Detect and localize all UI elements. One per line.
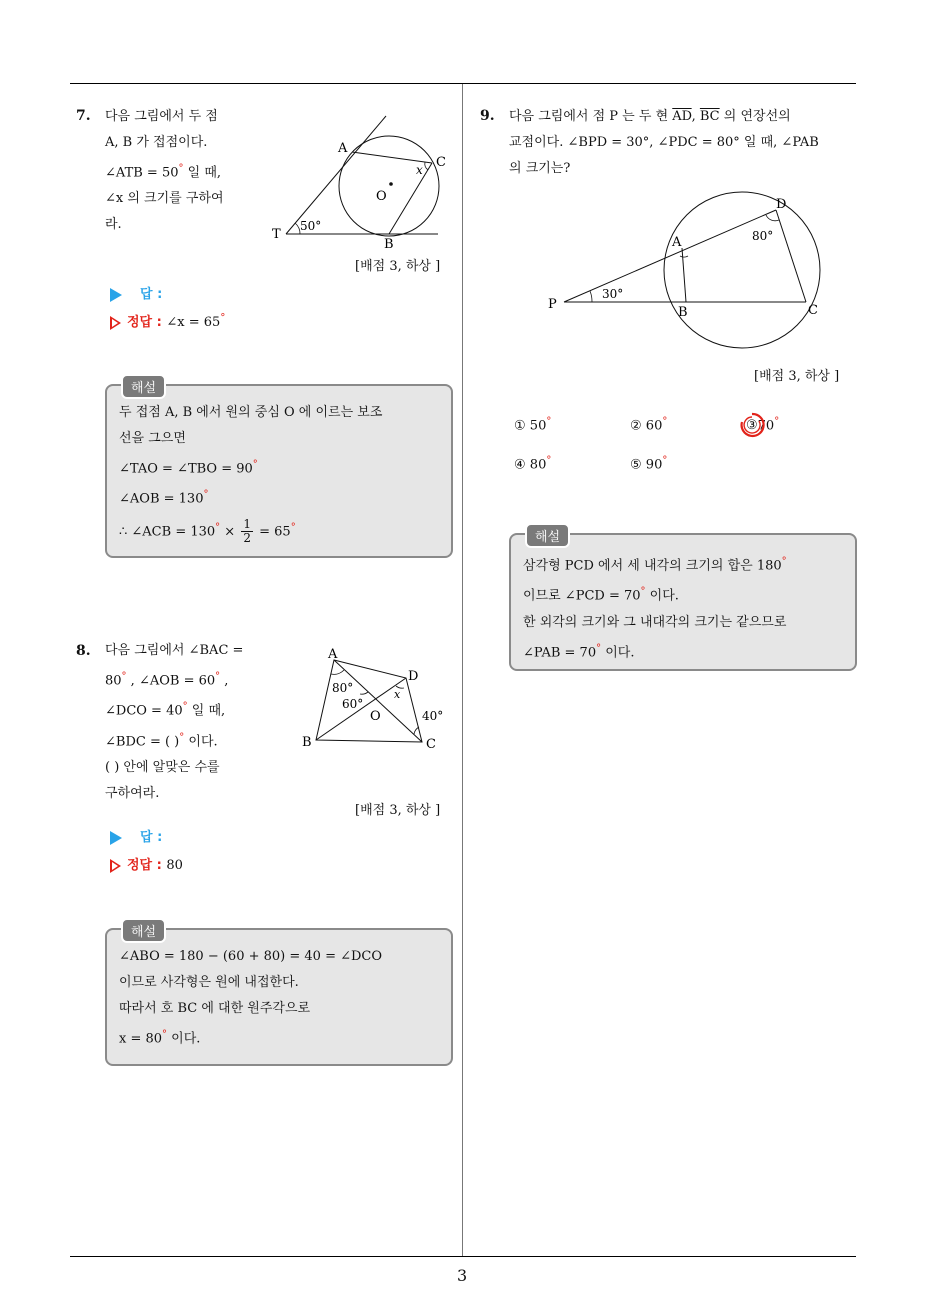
q7-line-4: ∠x 의 크기를 구하여 — [105, 191, 224, 207]
q8-correct-label: 정답 : — [127, 858, 162, 873]
q7-answer-label: 답 : — [140, 287, 163, 302]
q7-solution-tag: 해설 — [121, 374, 166, 399]
q7-sol-line-1: 두 접점 A, B 에서 원의 중심 O 에 이르는 보조 — [119, 405, 383, 420]
q7-chord-bc — [389, 163, 432, 234]
column-divider — [462, 84, 463, 1257]
q9-text — [509, 104, 859, 182]
q7-label-o: O — [376, 189, 387, 204]
q9-choice-1[interactable]: ① 50° — [514, 416, 552, 434]
q7-label-x: x — [416, 163, 423, 177]
q7-angle-arc-c — [425, 162, 428, 170]
q8-quadrilateral — [316, 660, 422, 742]
q9-choice-3[interactable]: ③ 70° — [746, 416, 779, 433]
q7-solution-box — [105, 381, 453, 558]
q9-arc-p — [590, 291, 592, 302]
q9-label-p: P — [548, 297, 557, 312]
q7-label-a: A — [338, 141, 348, 156]
q7-line-3: ∠ATB = 50° 일 때, — [105, 163, 222, 181]
q7-sol-line-2: 선을 그으면 — [119, 431, 186, 446]
q7-score: [배점 3, 하상 ] — [355, 259, 441, 274]
bottom-rule — [70, 1256, 856, 1257]
q7-figure — [268, 110, 458, 250]
q9-sol-line-1: 삼각형 PCD 에서 세 내각의 크기의 합은 180° — [523, 556, 787, 574]
q8-text — [105, 638, 290, 807]
q7-correct-label: 정답 : — [127, 315, 162, 330]
q9-arc-d — [766, 215, 779, 221]
q9-solution-tag: 해설 — [525, 523, 570, 548]
q7-fraction: $\frac{1}{2}$ — [243, 516, 251, 545]
q9-score: [배점 3, 하상 ] — [754, 369, 840, 384]
q9-chord-ab — [682, 248, 686, 302]
q9-label-30: 30° — [602, 287, 624, 301]
q7-number: 7. — [76, 108, 91, 124]
q8-label-80: 80° — [332, 681, 354, 695]
q7-label-t: T — [272, 227, 281, 242]
q8-solution-box — [105, 925, 453, 1066]
q9-choice-2[interactable]: ② 60° — [630, 416, 668, 434]
q9-label-c: C — [808, 303, 818, 318]
q8-label-c: C — [426, 737, 436, 752]
q9-sol-line-3: 한 외각의 크기와 그 내대각의 크기는 같으므로 — [523, 614, 787, 630]
q9-figure — [540, 190, 830, 350]
q8-sol-line-1: ∠ABO = 180 − (60 + 80) = 40 = ∠DCO — [119, 949, 383, 964]
q7-sol-line-4: ∠AOB = 130° — [119, 489, 209, 507]
q8-correct-value: 80 — [166, 858, 183, 873]
q9-sol-line-2: 이므로 ∠PCD = 70° 이다. — [523, 586, 679, 604]
q8-label-b: B — [302, 735, 312, 750]
answer-arrow-icon — [110, 288, 122, 302]
top-rule — [70, 83, 856, 84]
q8-correct-line — [110, 854, 183, 873]
q9-circle — [664, 192, 820, 348]
q8-label-60: 60° — [342, 697, 364, 711]
q9-label-b: B — [678, 305, 688, 320]
q8-figure — [298, 644, 458, 754]
q8-answer-line — [110, 826, 162, 845]
q8-solution-tag: 해설 — [121, 918, 166, 943]
q9-label-a: A — [672, 235, 682, 250]
q9-line-pd — [564, 210, 776, 302]
q9-chord-dc — [776, 210, 806, 302]
q8-label-x: x — [394, 688, 401, 701]
q8-number: 8. — [76, 643, 91, 659]
q9-label-d: D — [776, 197, 787, 212]
q9-number: 9. — [480, 108, 495, 124]
q8-arc-a — [331, 670, 344, 674]
page-number: 3 — [457, 1266, 468, 1285]
q8-line-5: ( ) 안에 알맞은 수를 — [105, 759, 220, 775]
correct-arrow-icon — [110, 859, 121, 873]
q8-line-1: 다음 그림에서 ∠BAC = — [105, 643, 244, 658]
q7-sol-line-3: ∠TAO = ∠TBO = 90° — [119, 459, 258, 477]
q9-line-3: 의 크기는? — [509, 161, 571, 176]
q9-selected-mark: ③ — [746, 418, 758, 433]
q8-label-40: 40° — [422, 709, 444, 723]
q7-sol-line-5: ∴ ∠ACB = 130° × $\frac{1}{2}$ = 65° — [119, 516, 296, 545]
q9-choice-5[interactable]: ⑤ 90° — [630, 455, 668, 473]
q7-label-c: C — [436, 155, 446, 170]
q7-correct-line — [110, 311, 225, 330]
q7-chord-ac — [352, 152, 432, 163]
q8-sol-line-3: 따라서 호 BC 에 대한 원주각으로 — [119, 1001, 311, 1016]
q8-answer-label: 답 : — [140, 830, 163, 845]
q9-choice-4[interactable]: ④ 80° — [514, 455, 552, 473]
q7-center-dot — [389, 182, 393, 186]
q7-label-b: B — [384, 237, 394, 250]
q8-label-o: O — [370, 709, 381, 724]
q8-sol-line-2: 이므로 사각형은 원에 내접한다. — [119, 975, 299, 990]
q8-arc-o — [360, 692, 368, 694]
q8-label-d: D — [408, 669, 419, 684]
selected-circle-icon — [739, 412, 765, 438]
q7-line-5: 라. — [105, 217, 122, 233]
q9-line-1: 다음 그림에서 점 P 는 두 현 $\overline{AD}$, $\overline{BC}$ 의 연장선의 — [509, 109, 791, 124]
q9-arc-a — [680, 256, 688, 257]
q9-sol-line-4: ∠PAB = 70° 이다. — [523, 642, 635, 660]
q9-line-2: 교점이다. ∠BPD = 30°, ∠PDC = 80° 일 때, ∠PAB — [509, 135, 819, 150]
q8-line-4: ∠BDC = ( )° 이다. — [105, 731, 218, 749]
q8-line-3: ∠DCO = 40° 일 때, — [105, 701, 226, 719]
q7-correct-value: ∠x = 65° — [166, 312, 226, 330]
q9-solution-box — [509, 530, 857, 671]
q7-line-1: 다음 그림에서 두 점 — [105, 109, 218, 124]
q8-label-a: A — [328, 647, 338, 662]
q8-sol-line-4: x = 80° 이다. — [119, 1029, 201, 1047]
answer-arrow-icon — [110, 831, 122, 845]
q8-line-6: 구하여라. — [105, 785, 160, 801]
q7-tangent-ta — [286, 116, 386, 234]
correct-arrow-icon — [110, 316, 121, 330]
q8-score: [배점 3, 하상 ] — [355, 803, 441, 818]
q9-label-80: 80° — [752, 229, 774, 243]
q7-text — [105, 104, 255, 238]
q7-line-2: A, B 가 접점이다. — [105, 135, 208, 150]
q7-circle — [339, 136, 439, 236]
q7-answer-line — [110, 283, 162, 302]
q8-line-2: 80° , ∠AOB = 60° , — [105, 671, 229, 689]
q7-label-angle: 50° — [300, 219, 322, 233]
